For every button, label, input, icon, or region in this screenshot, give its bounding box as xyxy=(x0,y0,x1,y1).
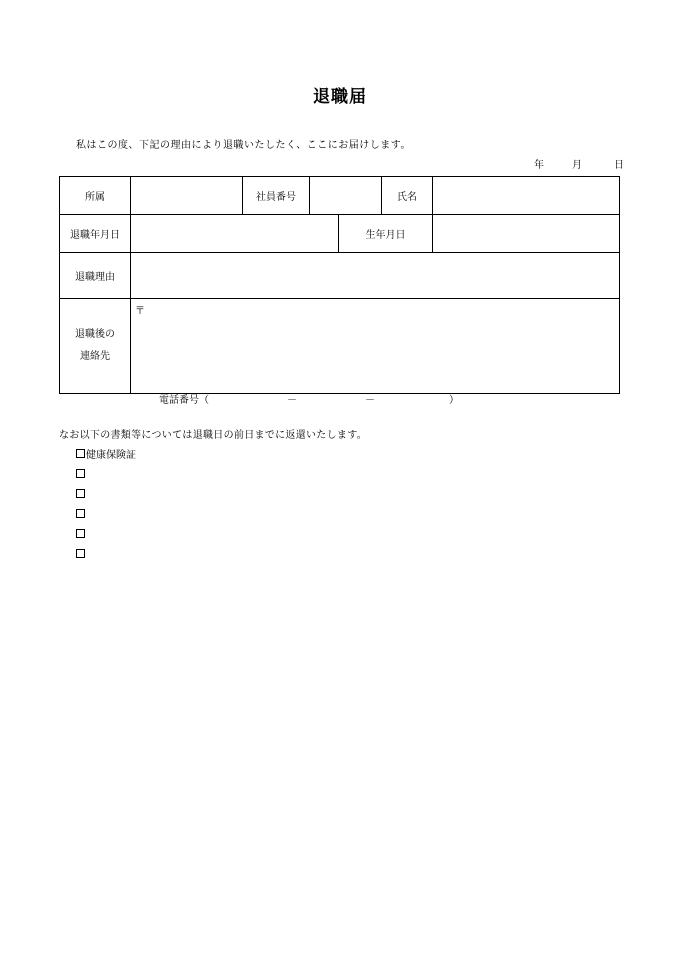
contact-label xyxy=(60,299,131,394)
resignation-form-table xyxy=(59,176,620,406)
phone-dash-2: － xyxy=(365,395,375,406)
employee-no-label: 社員番号 xyxy=(243,177,310,215)
intro-text: 私はこの度、下記の理由により退職いたしたく、ここにお届けします。 xyxy=(76,140,411,151)
checklist-item xyxy=(76,483,136,503)
checkbox-icon[interactable] xyxy=(76,549,85,558)
return-note: なお以下の書類等については退職日の前日までに返還いたします。 xyxy=(59,430,367,441)
document-checklist xyxy=(76,443,136,563)
checkbox-icon[interactable] xyxy=(76,469,85,478)
reason-label: 退職理由 xyxy=(60,253,131,299)
contact-field[interactable] xyxy=(131,299,620,406)
checkbox-icon[interactable] xyxy=(76,449,85,458)
name-field[interactable] xyxy=(433,177,620,215)
date-month-label: 月 xyxy=(572,160,582,171)
checklist-item-label: 健康保険証 xyxy=(86,449,136,461)
affiliation-field[interactable] xyxy=(131,177,243,215)
contact-label-line1: 退職後の xyxy=(75,329,115,340)
checklist-item xyxy=(76,523,136,543)
checkbox-icon[interactable] xyxy=(76,509,85,518)
name-label: 氏名 xyxy=(382,177,433,215)
birth-date-label: 生年月日 xyxy=(339,215,433,253)
checklist-item xyxy=(76,443,136,463)
phone-dash-1: － xyxy=(287,395,297,406)
checkbox-icon[interactable] xyxy=(76,489,85,498)
checklist-item xyxy=(76,463,136,483)
checkbox-icon[interactable] xyxy=(76,529,85,538)
postal-mark: 〒 xyxy=(135,306,145,317)
contact-label-line2: 連絡先 xyxy=(80,351,110,362)
date-year-label: 年 xyxy=(534,160,544,171)
reason-field[interactable] xyxy=(131,253,620,299)
checklist-item xyxy=(76,543,136,563)
page-title: 退職届 xyxy=(313,87,367,107)
employee-no-field[interactable] xyxy=(310,177,382,215)
phone-close-paren: ） xyxy=(449,395,459,406)
checklist-item xyxy=(76,503,136,523)
retire-date-field[interactable] xyxy=(131,215,339,253)
birth-date-field[interactable] xyxy=(433,215,620,253)
affiliation-label: 所属 xyxy=(60,177,131,215)
phone-label: 電話番号（ xyxy=(159,395,209,406)
retire-date-label: 退職年月日 xyxy=(60,215,131,253)
date-day-label: 日 xyxy=(614,160,624,171)
